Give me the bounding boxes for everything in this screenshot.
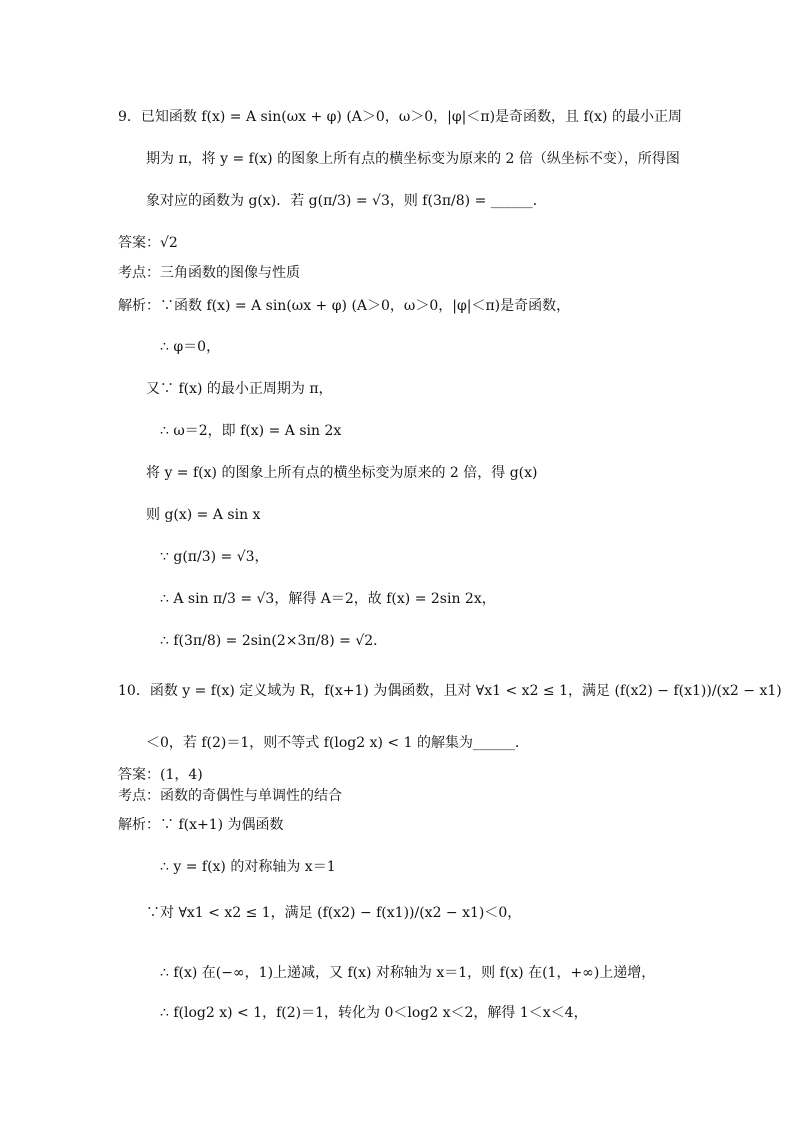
q9-line-3: 象对应的函数为 g(x)．若 g(π/3) = √3，则 f(3π/8) = ______． [146,193,547,209]
q9-solution-step: 则 g(x) = A sin x [146,507,261,523]
q10-line-2: ＜0，若 f(2)＝1，则不等式 f(log2 x) < 1 的解集为______． [146,735,529,751]
q9-solution-step: ∴ φ＝0， [160,339,221,355]
q9-solution-step: 又∵ f(x) 的最小正周期为 π， [146,381,333,397]
q9-line-1: 9．已知函数 f(x) = A sin(ωx + φ) (A＞0，ω＞0，|φ|＜π)是奇函数，且 f(x) 的最小正周 [118,109,682,125]
q9-solution-step: ∴ A sin π/3 = √3，解得 A＝2，故 f(x) = 2sin 2x， [160,591,496,607]
q10-solution-intro: 解析：∵ f(x+1) 为偶函数 [118,817,284,833]
q9-solution-step: ∴ ω＝2，即 f(x) = A sin 2x [160,423,342,439]
q9-line-2: 期为 π，将 y = f(x) 的图象上所有点的横坐标变为原来的 2 倍（纵坐标不变），所得图 [146,151,680,167]
q9-solution-intro: 解析：∵函数 f(x) = A sin(ωx + φ) (A＞0，ω＞0，|φ|＜π)是奇函数， [118,298,571,314]
q10-solution-step: ∴ f(x) 在(−∞，1)上递减，又 f(x) 对称轴为 x＝1，则 f(x) 在(1，+∞)上递增， [160,965,656,981]
q9-answer: 答案：√2 [118,235,178,251]
q9-topic: 考点：三角函数的图像与性质 [118,265,300,281]
q10-solution-step: ∴ y = f(x) 的对称轴为 x＝1 [160,859,336,875]
q9-solution-step: 将 y = f(x) 的图象上所有点的横坐标变为原来的 2 倍，得 g(x) [146,465,538,481]
q9-solution-step: ∵ g(π/3) = √3， [160,549,269,565]
q10-answer: 答案：(1，4) [118,767,203,783]
q10-solution-step: ∴ f(log2 x) < 1，f(2)＝1，转化为 0＜log2 x＜2，解得 1＜x＜4， [160,1005,588,1021]
q10-solution-step: ∵对 ∀x1 < x2 ≤ 1，满足 (f(x2) − f(x1))/(x2 − x1)＜0， [146,905,522,921]
q9-solution-step: ∴ f(3π/8) = 2sin(2×3π/8) = √2． [160,633,388,649]
q10-line-1: 10．函数 y = f(x) 定义域为 R，f(x+1) 为偶函数，且对 ∀x1 < x2 ≤ 1，满足 (f(x2) − f(x1))/(x2 − x1) [118,683,782,699]
q10-topic: 考点：函数的奇偶性与单调性的结合 [118,788,342,804]
